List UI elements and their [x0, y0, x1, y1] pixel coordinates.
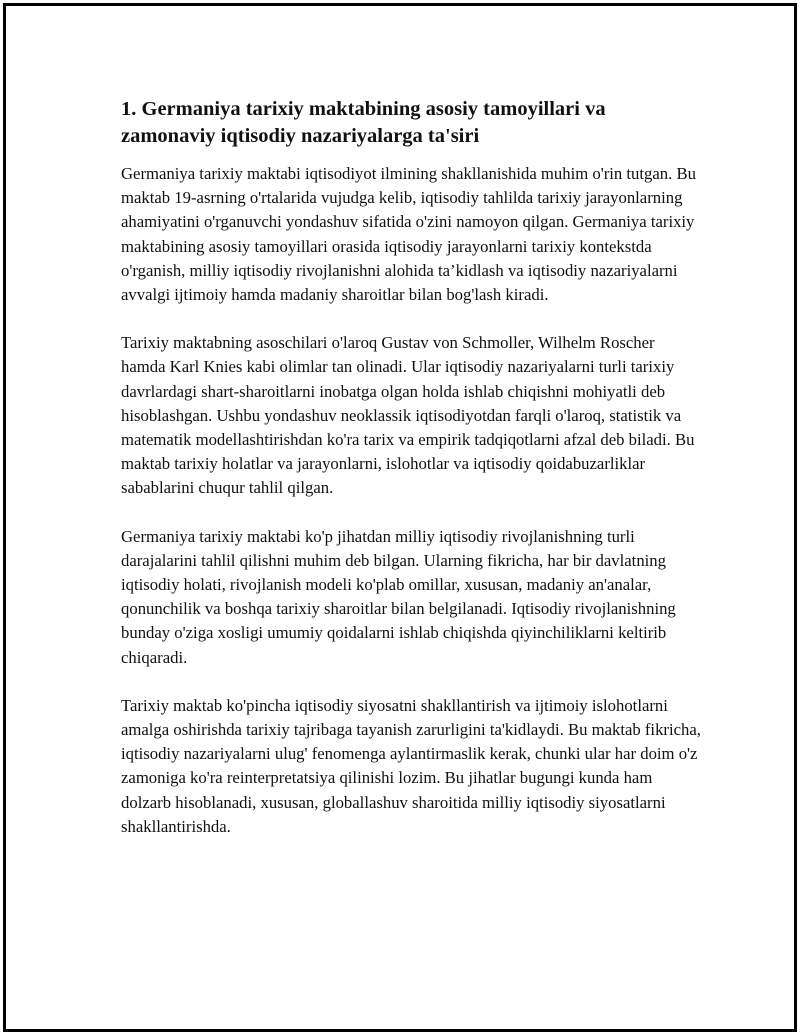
page-frame [3, 3, 797, 1032]
document-body [121, 96, 701, 863]
paragraph-1: Germaniya tarixiy maktabi iqtisodiyot ilmining shakllanishida muhim o'rin tutgan. Bu maktab 19-asrning o'rtalarida vujudga kelib, iqtisodiy tahlilda tarixiy jarayonlarning ahamiyatini o'rganuvchi yondashuv sifatida o'zini namoyon qilgan. Germaniya tarixiy maktabining asosiy tamoyillari orasida iqtisodiy jarayonlarni tarixiy kontekstda o'rganish, milliy iqtisodiy rivojlanishni alohida ta’kidlash va iqtisodiy nazariyalarni avvalgi ijtimoiy hamda madaniy sharoitlar bilan bog'lash kiradi. [121, 164, 696, 305]
section-heading: 1. Germaniya tarixiy maktabining asosiy tamoyillari va zamonaviy iqtisodiy nazariyalarga ta'siri [121, 98, 606, 147]
paragraph-2: Tarixiy maktabning asoschilari o'laroq Gustav von Schmoller, Wilhelm Roscher hamda Karl Knies kabi olimlar tan olinadi. Ular iqtisodiy nazariyalarni turli tarixiy davrlardagi shart-sharoitlarni inobatga olgan holda ishlab chiqishni mohiyatli deb hisoblashgan. Ushbu yondashuv neoklassik iqtisodiyotdan farqli o'laroq, statistik va matematik modellashtirishdan ko'ra tarix va empirik tadqiqotlarni afzal deb biladi. Bu maktab tarixiy holatlar va jarayonlarni, islohotlar va iqtisodiy qoidabuzarliklar sabablarini chuqur tahlil qilgan. [121, 333, 695, 498]
paragraph-3: Germaniya tarixiy maktabi ko'p jihatdan milliy iqtisodiy rivojlanishning turli darajalarini tahlil qilishni muhim deb bilgan. Ularning fikricha, har bir davlatning iqtisodiy holati, rivojlanish modeli ko'plab omillar, xususan, madaniy an'analar, qonunchilik va boshqa tarixiy sharoitlar bilan belgilanadi. Iqtisodiy rivojlanishning bunday o'ziga xosligi umumiy qoidalarni ishlab chiqishda qiyinchiliklarni keltirib chiqaradi. [121, 526, 676, 667]
paragraph-4: Tarixiy maktab ko'pincha iqtisodiy siyosatni shakllantirish va ijtimoiy islohotlarni amalga oshirishda tarixiy tajribaga tayanish zarurligini ta'kidlaydi. Bu maktab fikricha, iqtisodiy nazariyalarni ulug' fenomenga aylantirmaslik kerak, chunki ular har doim o'z zamoniga ko'ra reinterpretatsiya qilinishi lozim. Bu jihatlar bugungi kunda ham dolzarb hisoblanadi, xususan, globallashuv sharoitida milliy iqtisodiy siyosatlarni shakllantirishda. [121, 695, 701, 836]
